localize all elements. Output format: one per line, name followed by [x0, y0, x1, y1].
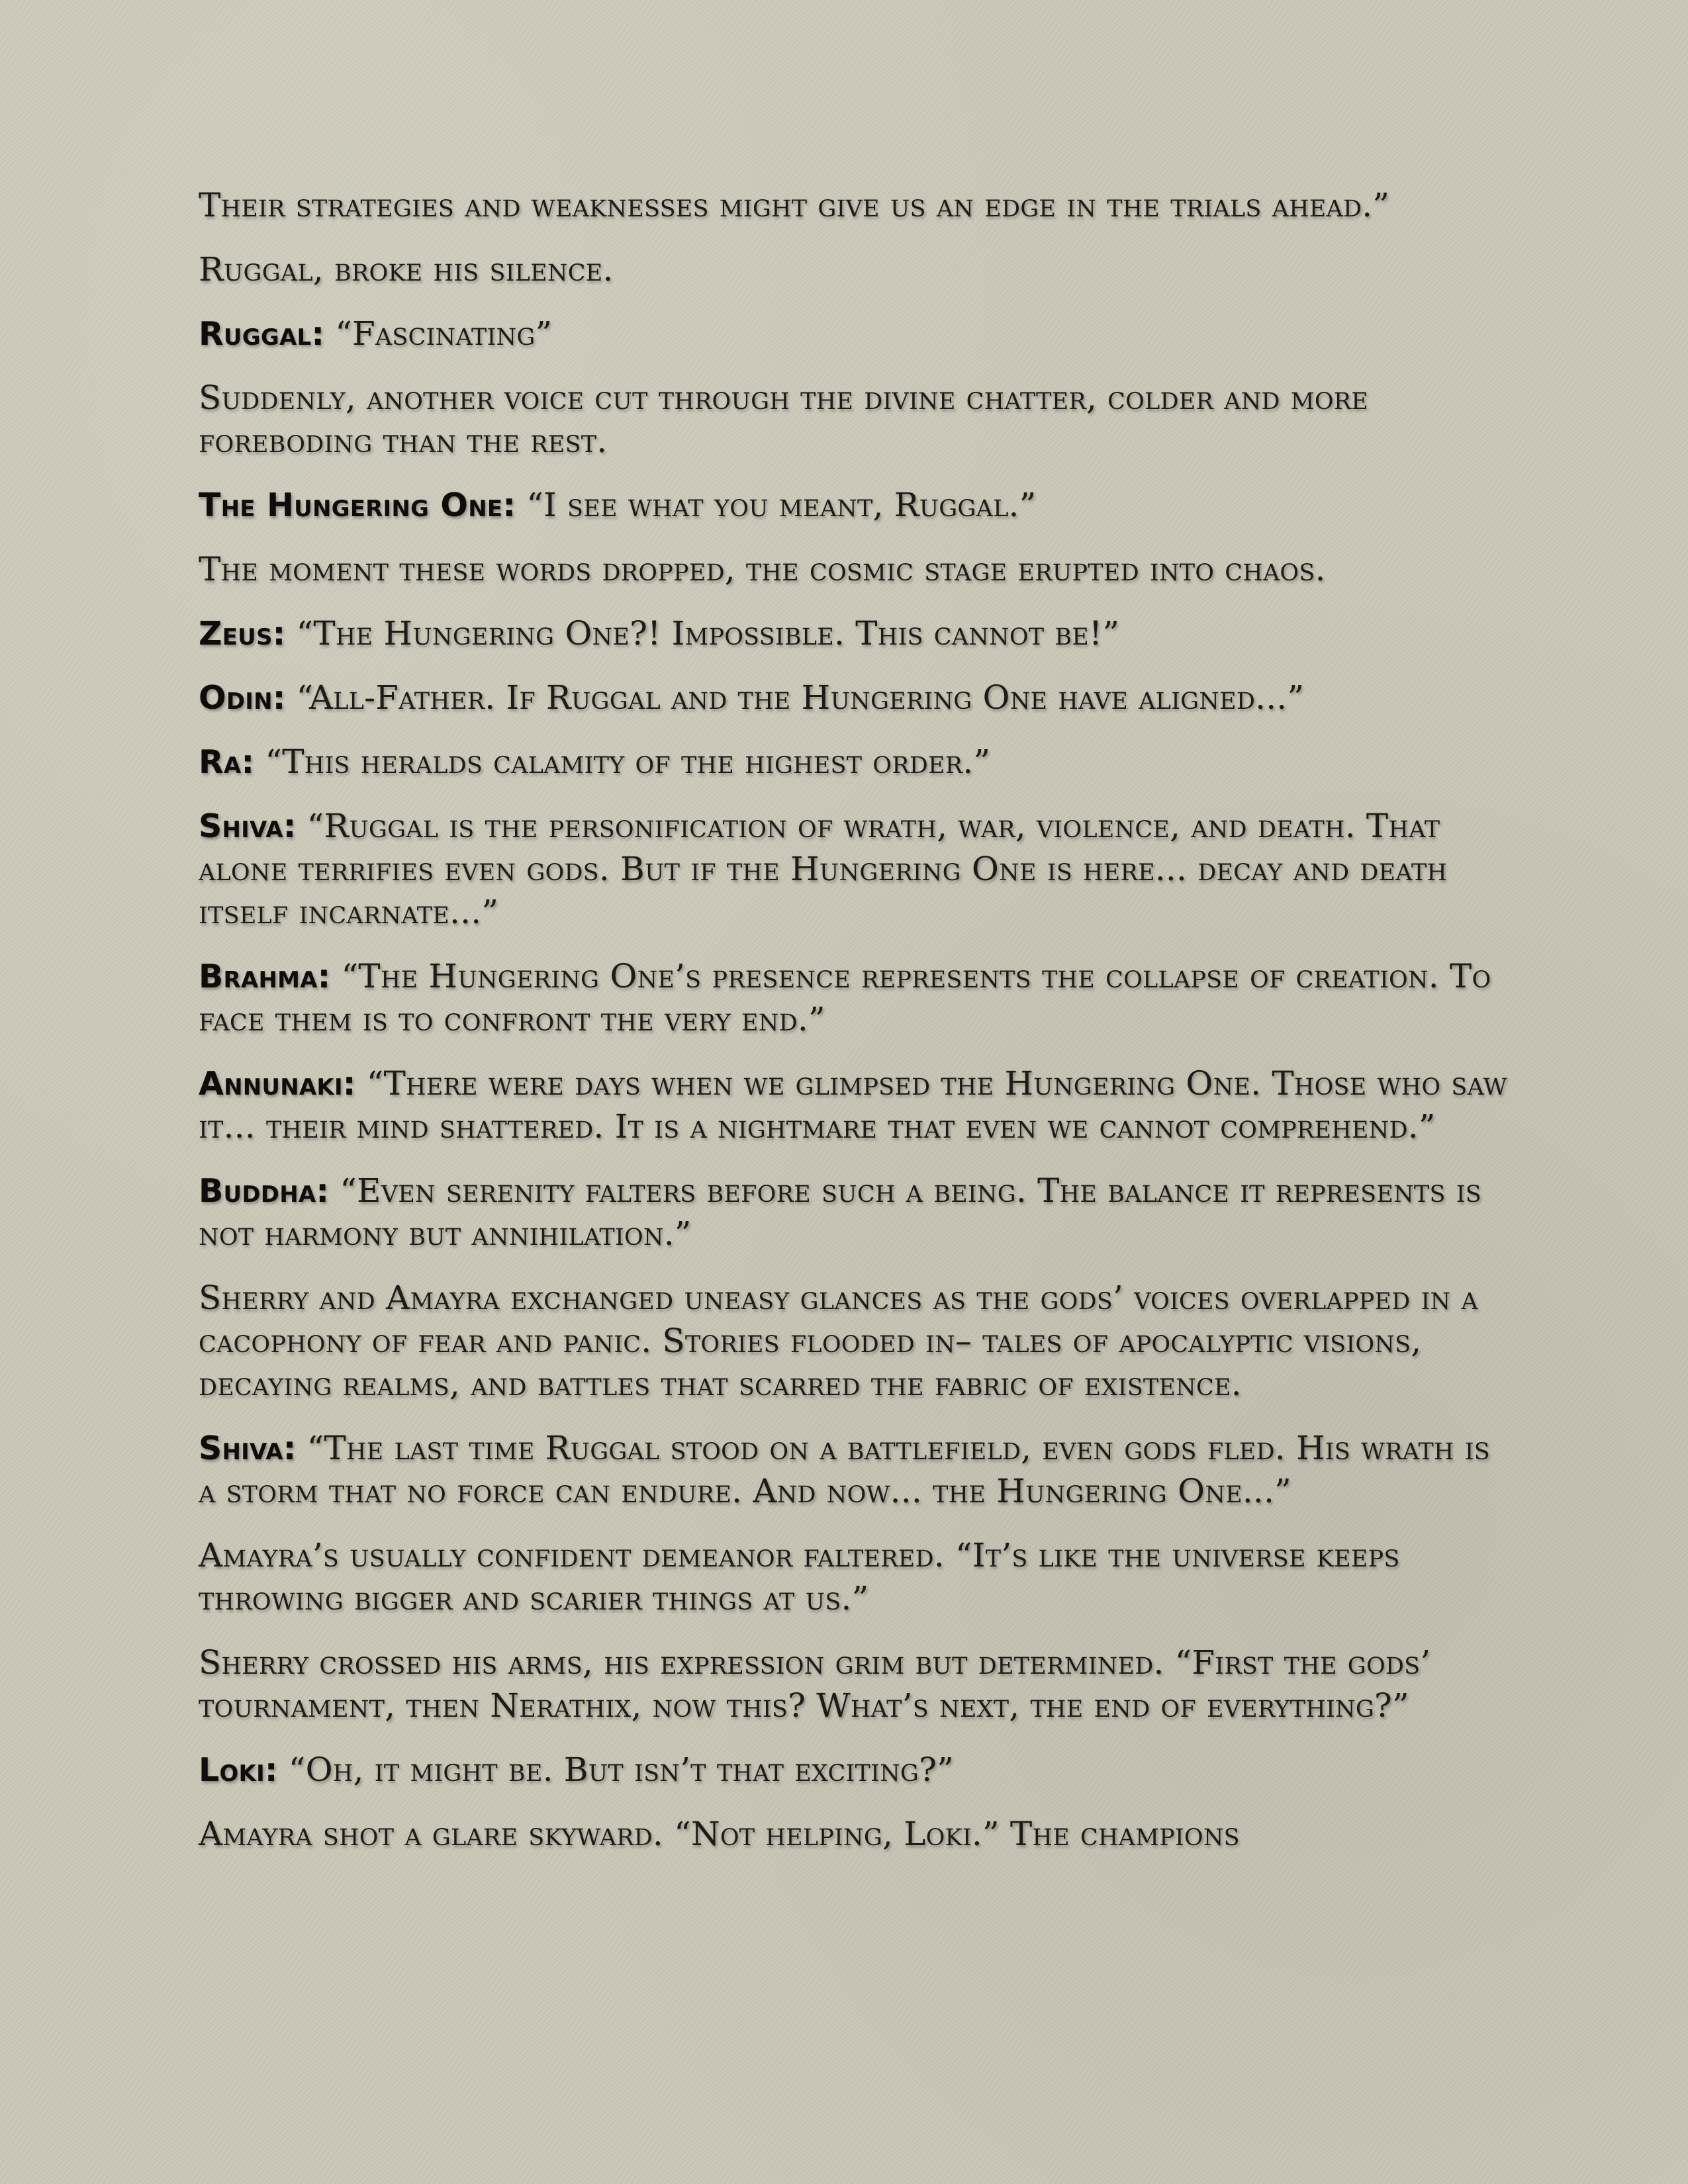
dialogue-text: “Even serenity falters before such a being. The balance it represents is not harmony but annihilation.”: [199, 1171, 1481, 1253]
speaker-name: Shiva:: [199, 807, 297, 845]
dialogue-text: “Oh, it might be. But isn’t that exciting?”: [277, 1751, 954, 1789]
dialogue-text: “The Hungering One’s presence represents the collapse of creation. To face them is to confront the very end.”: [199, 957, 1491, 1038]
dialogue-text: “Fascinating”: [324, 314, 553, 353]
dialogue-text: “The last time Ruggal stood on a battlefield, even gods fled. His wrath is a storm that no force can endure. And now... the Hungering One...”: [199, 1429, 1490, 1510]
speaker-name: Annunaki:: [199, 1065, 356, 1103]
dialogue-line: [199, 1749, 1509, 1792]
paragraph-text: Suddenly, another voice cut through the divine chatter, colder and more foreboding than the rest.: [199, 379, 1369, 460]
dialogue-line: [199, 1169, 1509, 1255]
dialogue-line: [199, 955, 1509, 1041]
paragraph: [199, 1641, 1509, 1727]
paragraph: [199, 1277, 1509, 1406]
dialogue-line: [199, 1062, 1509, 1148]
speaker-name: The Hungering One:: [199, 486, 516, 524]
speaker-name: Zeus:: [199, 615, 286, 653]
paragraph: [199, 248, 1509, 291]
dialogue-line: [199, 676, 1509, 719]
paragraph-text: Their strategies and weaknesses might give us an edge in the trials ahead.”: [199, 186, 1390, 224]
paragraph-text: Sherry and Amayra exchanged uneasy glances as the gods’ voices overlapped in a cacophony of fear and panic. Stories flooded in– tales of apocalyptic visions, decaying realms, and battles that scarred the fabric of existence.: [199, 1279, 1478, 1403]
dialogue-line: [199, 805, 1509, 934]
dialogue-text: “I see what you meant, Ruggal.”: [516, 486, 1037, 524]
paragraph-text: Amayra shot a glare skyward. “Not helping, Loki.” The champions: [199, 1815, 1240, 1853]
dialogue-text: “Ruggal is the personification of wrath, war, violence, and death. That alone terrifies even gods. But if the Hungering One is here... decay and death itself incarnate...”: [199, 807, 1448, 931]
dialogue-line: [199, 312, 1509, 355]
dialogue-line: [199, 612, 1509, 655]
paragraph: [199, 1534, 1509, 1620]
speaker-name: Brahma:: [199, 958, 331, 995]
speaker-name: Buddha:: [199, 1172, 330, 1210]
dialogue-line: [199, 1427, 1509, 1513]
speaker-name: Ruggal:: [199, 315, 325, 353]
dialogue-text: “All-Father. If Ruggal and the Hungering One have aligned...”: [285, 678, 1305, 717]
document-page: [199, 184, 1509, 1877]
paragraph: [199, 184, 1509, 227]
paragraph: [199, 377, 1509, 463]
dialogue-line: [199, 484, 1509, 527]
dialogue-line: [199, 741, 1509, 784]
paragraph: [199, 548, 1509, 591]
dialogue-text: “This heralds calamity of the highest order.”: [254, 743, 991, 781]
speaker-name: Shiva:: [199, 1430, 297, 1467]
dialogue-text: “The Hungering One?! Impossible. This cannot be!”: [285, 614, 1120, 653]
paragraph-text: Ruggal, broke his silence.: [199, 250, 614, 289]
speaker-name: Loki:: [199, 1751, 278, 1789]
dialogue-text: “There were days when we glimpsed the Hungering One. Those who saw it... their mind shattered. It is a nightmare that even we cannot comprehend.”: [199, 1064, 1507, 1146]
paragraph-text: The moment these words dropped, the cosmic stage erupted into chaos.: [199, 550, 1326, 588]
speaker-name: Odin:: [199, 679, 286, 717]
paragraph-text: Amayra’s usually confident demeanor faltered. “It’s like the universe keeps throwing bigger and scarier things at us.”: [199, 1536, 1400, 1617]
paragraph: [199, 1813, 1509, 1856]
paragraph-text: Sherry crossed his arms, his expression grim but determined. “First the gods’ tournament, then Nerathix, now this? What’s next, the end of everything?”: [199, 1643, 1431, 1725]
speaker-name: Ra:: [199, 743, 255, 781]
